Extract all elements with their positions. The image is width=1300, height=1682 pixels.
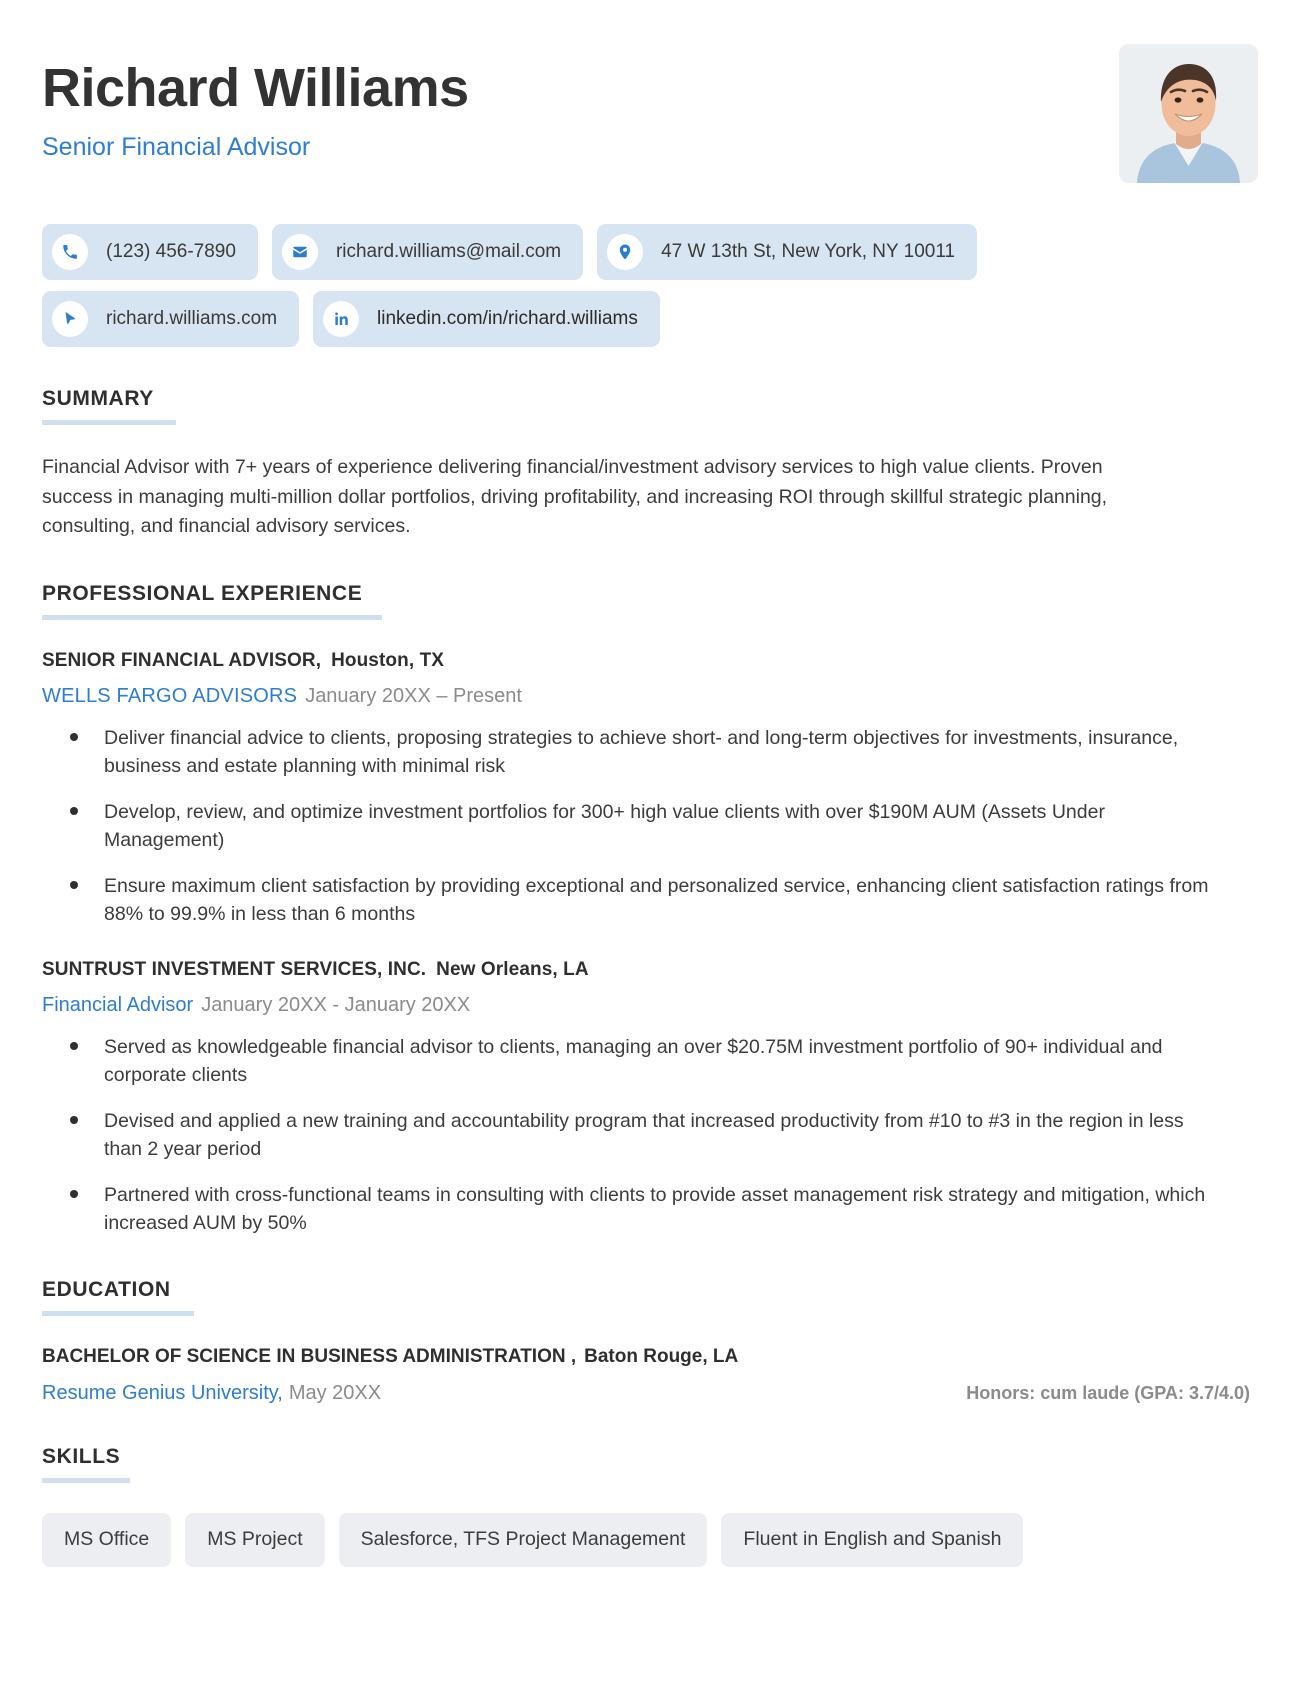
skills-divider bbox=[42, 1478, 130, 1483]
phone-text: (123) 456-7890 bbox=[106, 241, 236, 262]
education-honors: Honors: cum laude (GPA: 3.7/4.0) bbox=[966, 1382, 1250, 1403]
education-school-line bbox=[42, 1382, 381, 1405]
experience-company: Financial Advisor bbox=[42, 993, 194, 1016]
bullet-item: Develop, review, and optimize investment portfolios for 300+ high value clients with over $190M AUM (Assets Under Management) bbox=[42, 798, 1217, 855]
candidate-job-title: Senior Financial Advisor bbox=[42, 132, 311, 161]
contact-chip-phone[interactable] bbox=[42, 224, 258, 280]
experience-company-line bbox=[42, 685, 1258, 708]
experience-role: SUNTRUST INVESTMENT SERVICES, INC. bbox=[42, 958, 427, 980]
experience-heading: PROFESSIONAL EXPERIENCE bbox=[42, 581, 363, 605]
contact-chip-address[interactable] bbox=[597, 224, 977, 280]
bullet-item: Deliver financial advice to clients, proposing strategies to achieve short- and long-term objectives for investments, insurance, business and estate planning with minimal risk bbox=[42, 724, 1217, 781]
education-detail-row bbox=[42, 1382, 1258, 1405]
linkedin-icon bbox=[323, 301, 359, 337]
experience-divider bbox=[42, 615, 382, 620]
resume-header bbox=[42, 42, 1258, 192]
skills-heading: SKILLS bbox=[42, 1444, 121, 1468]
candidate-name: Richard Williams bbox=[42, 58, 469, 118]
skill-pill: Salesforce, TFS Project Management bbox=[339, 1513, 708, 1567]
education-divider bbox=[42, 1311, 194, 1316]
experience-company-line bbox=[42, 994, 1258, 1017]
bullet-item: Ensure maximum client satisfaction by providing exceptional and personalized service, enhancing client satisfaction ratings from 88% to 99.9% in less than 6 months bbox=[42, 872, 1217, 929]
bullet-item: Served as knowledgeable financial advisor to clients, managing an over $20.75M investment portfolio of 90+ individual and corporate clients bbox=[42, 1033, 1217, 1090]
experience-role-line bbox=[42, 959, 1258, 981]
section-skills bbox=[42, 1445, 1258, 1567]
avatar bbox=[1119, 44, 1258, 183]
education-location: Baton Rouge, LA bbox=[584, 1345, 739, 1367]
summary-divider bbox=[42, 420, 176, 425]
experience-company: WELLS FARGO ADVISORS bbox=[42, 684, 298, 707]
section-experience bbox=[42, 582, 1258, 1238]
headshot-photo-icon bbox=[1119, 44, 1258, 183]
contact-info bbox=[42, 224, 1258, 347]
bullet-item: Partnered with cross-functional teams in consulting with clients to provide asset management risk strategy and mitigation, which increased AUM by 50% bbox=[42, 1181, 1217, 1238]
experience-entry bbox=[42, 959, 1258, 1238]
experience-bullets bbox=[42, 1033, 1258, 1238]
map-pin-icon bbox=[607, 234, 643, 270]
experience-entry bbox=[42, 650, 1258, 929]
contact-row-secondary bbox=[42, 291, 1258, 347]
experience-location: Houston, TX bbox=[331, 649, 445, 671]
skills-list bbox=[42, 1513, 1258, 1567]
envelope-icon bbox=[282, 234, 318, 270]
address-text: 47 W 13th St, New York, NY 10011 bbox=[661, 241, 956, 262]
education-grad-date: May 20XX bbox=[288, 1381, 382, 1404]
cursor-arrow-icon bbox=[52, 301, 88, 337]
education-heading: EDUCATION bbox=[42, 1277, 171, 1301]
contact-row-primary bbox=[42, 224, 1258, 280]
skill-pill: MS Project bbox=[185, 1513, 324, 1567]
phone-icon bbox=[52, 234, 88, 270]
section-education bbox=[42, 1278, 1258, 1405]
education-school: Resume Genius University, bbox=[42, 1381, 283, 1404]
contact-chip-website[interactable] bbox=[42, 291, 299, 347]
summary-text: Financial Advisor with 7+ years of experience delivering financial/investment advisory services to high value clients. Proven success in managing multi-million dollar portfolios, driving profitability, and increasing ROI through skillful strategic planning, consulting, and financial advisory services. bbox=[42, 456, 1108, 538]
experience-role: SENIOR FINANCIAL ADVISOR, bbox=[42, 649, 322, 671]
education-entry bbox=[42, 1346, 1258, 1405]
summary-heading: SUMMARY bbox=[42, 387, 154, 410]
education-degree: BACHELOR OF SCIENCE IN BUSINESS ADMINISTRATION , bbox=[42, 1345, 577, 1367]
experience-location: New Orleans, LA bbox=[436, 958, 589, 980]
experience-role-line bbox=[42, 650, 1258, 672]
website-text: richard.williams.com bbox=[106, 308, 278, 329]
education-degree-line bbox=[42, 1346, 1258, 1368]
bullet-item: Devised and applied a new training and accountability program that increased productivity from #10 to #3 in the region in less than 2 year period bbox=[42, 1107, 1217, 1164]
linkedin-text: linkedin.com/in/richard.williams bbox=[377, 308, 638, 329]
email-text: richard.williams@mail.com bbox=[335, 241, 562, 262]
section-summary bbox=[42, 387, 1258, 542]
skill-pill: MS Office bbox=[42, 1513, 171, 1567]
experience-bullets bbox=[42, 724, 1258, 929]
contact-chip-linkedin[interactable] bbox=[313, 291, 660, 347]
experience-dates: January 20XX – Present bbox=[305, 684, 522, 707]
contact-chip-email[interactable] bbox=[272, 224, 583, 280]
skill-pill: Fluent in English and Spanish bbox=[721, 1513, 1023, 1567]
experience-dates: January 20XX - January 20XX bbox=[201, 993, 471, 1016]
